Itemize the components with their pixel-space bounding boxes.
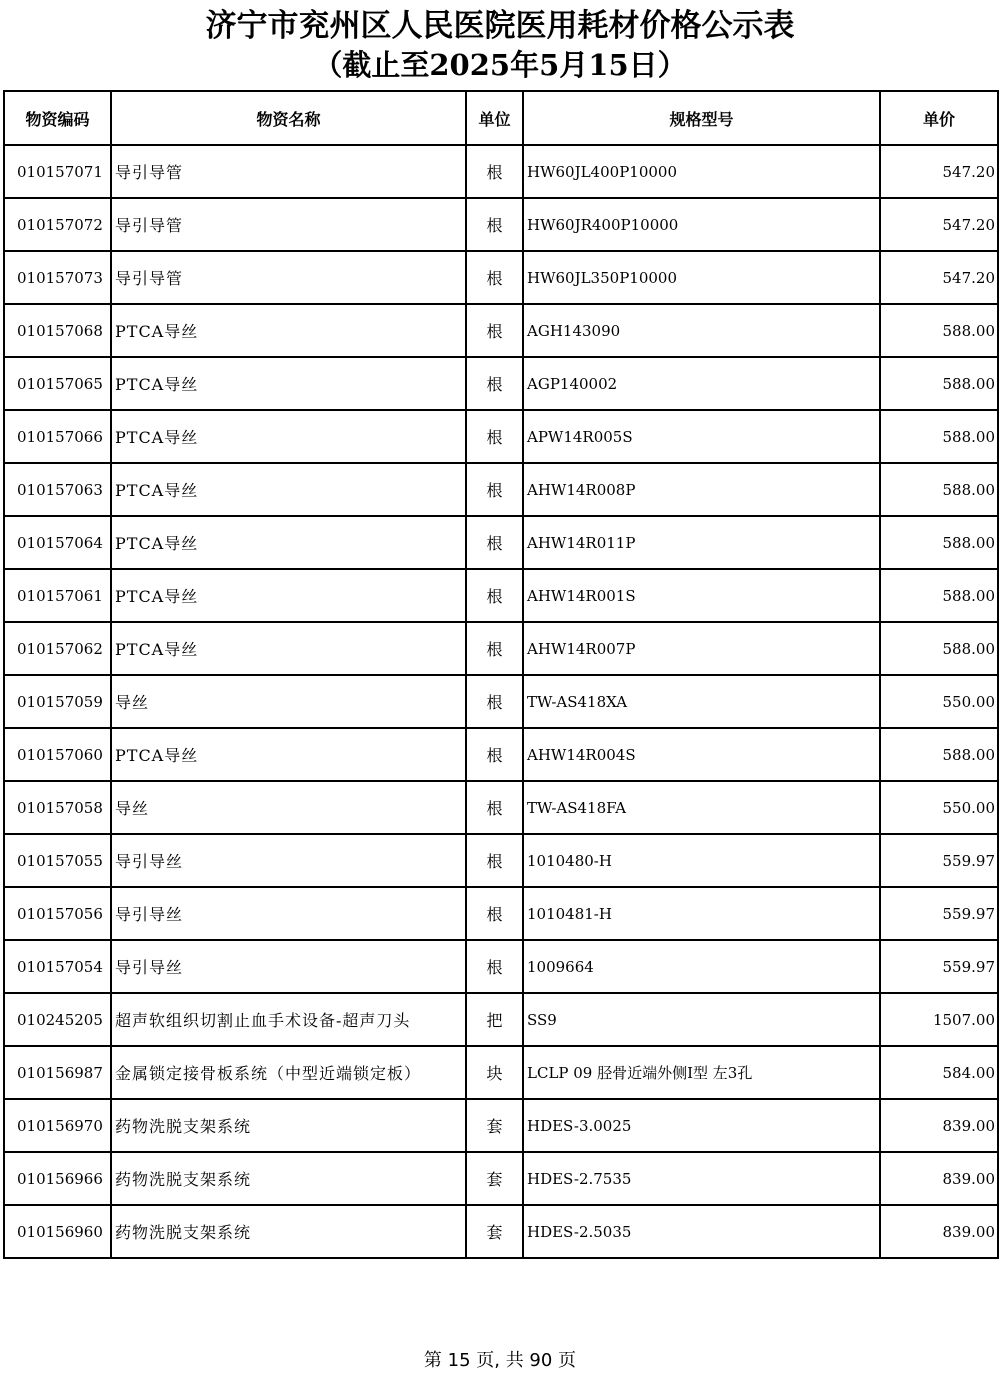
cell-name: 导引导管 (111, 198, 466, 251)
cell-spec: AHW14R011P (523, 516, 880, 569)
cell-spec: LCLP 09 胫骨近端外侧Ⅰ型 左3孔 (523, 1046, 880, 1099)
header-price: 单价 (880, 91, 998, 145)
header-unit: 单位 (466, 91, 523, 145)
cell-spec: 1009664 (523, 940, 880, 993)
cell-unit: 根 (466, 145, 523, 198)
cell-code: 010156966 (4, 1152, 111, 1205)
cell-name: PTCA导丝 (111, 569, 466, 622)
cell-spec: SS9 (523, 993, 880, 1046)
cell-spec: HDES-2.7535 (523, 1152, 880, 1205)
table-body (4, 145, 998, 1258)
cell-spec: AHW14R007P (523, 622, 880, 675)
table-row (4, 145, 998, 198)
table-row (4, 251, 998, 304)
cell-price: 588.00 (880, 410, 998, 463)
cell-code: 010157061 (4, 569, 111, 622)
cell-code: 010157060 (4, 728, 111, 781)
cell-name: PTCA导丝 (111, 304, 466, 357)
cell-code: 010157055 (4, 834, 111, 887)
cell-unit: 根 (466, 251, 523, 304)
cell-code: 010157063 (4, 463, 111, 516)
cell-spec: APW14R005S (523, 410, 880, 463)
cell-name: PTCA导丝 (111, 463, 466, 516)
cell-code: 010156960 (4, 1205, 111, 1258)
cell-unit: 套 (466, 1152, 523, 1205)
table-row (4, 675, 998, 728)
table-row (4, 569, 998, 622)
table-row (4, 834, 998, 887)
cell-name: 导引导丝 (111, 940, 466, 993)
cell-unit: 套 (466, 1099, 523, 1152)
cell-spec: AGP140002 (523, 357, 880, 410)
table-row (4, 781, 998, 834)
cell-name: 药物洗脱支架系统 (111, 1205, 466, 1258)
cell-unit: 根 (466, 357, 523, 410)
cell-price: 584.00 (880, 1046, 998, 1099)
table-row (4, 357, 998, 410)
page-subtitle-date: （截止至2025年5月15日） (313, 48, 687, 82)
cell-spec: HDES-2.5035 (523, 1205, 880, 1258)
table-row (4, 940, 998, 993)
header-code: 物资编码 (4, 91, 111, 145)
cell-code: 010157066 (4, 410, 111, 463)
cell-code: 010157056 (4, 887, 111, 940)
cell-price: 588.00 (880, 728, 998, 781)
cell-name: 导丝 (111, 781, 466, 834)
cell-spec: AHW14R008P (523, 463, 880, 516)
cell-code: 010157058 (4, 781, 111, 834)
cell-price: 588.00 (880, 357, 998, 410)
cell-name: 药物洗脱支架系统 (111, 1099, 466, 1152)
cell-price: 547.20 (880, 251, 998, 304)
cell-code: 010157073 (4, 251, 111, 304)
cell-spec: 1010481-H (523, 887, 880, 940)
price-table (3, 90, 999, 1259)
cell-code: 010157054 (4, 940, 111, 993)
table-row (4, 1205, 998, 1258)
cell-unit: 根 (466, 728, 523, 781)
page-title: 济宁市兖州区人民医院医用耗材价格公示表 (205, 8, 795, 44)
cell-unit: 根 (466, 834, 523, 887)
cell-unit: 根 (466, 463, 523, 516)
cell-price: 547.20 (880, 198, 998, 251)
cell-unit: 根 (466, 516, 523, 569)
cell-code: 010157062 (4, 622, 111, 675)
cell-name: 导丝 (111, 675, 466, 728)
cell-name: PTCA导丝 (111, 516, 466, 569)
cell-price: 1507.00 (880, 993, 998, 1046)
cell-name: 导引导丝 (111, 834, 466, 887)
table-row (4, 410, 998, 463)
cell-unit: 根 (466, 304, 523, 357)
cell-price: 588.00 (880, 516, 998, 569)
cell-spec: AHW14R001S (523, 569, 880, 622)
cell-price: 588.00 (880, 304, 998, 357)
cell-price: 588.00 (880, 622, 998, 675)
cell-price: 588.00 (880, 569, 998, 622)
cell-code: 010245205 (4, 993, 111, 1046)
cell-unit: 块 (466, 1046, 523, 1099)
cell-unit: 根 (466, 622, 523, 675)
cell-unit: 套 (466, 1205, 523, 1258)
cell-name: PTCA导丝 (111, 728, 466, 781)
cell-code: 010157071 (4, 145, 111, 198)
table-row (4, 198, 998, 251)
cell-unit: 根 (466, 940, 523, 993)
table-row (4, 1046, 998, 1099)
cell-unit: 把 (466, 993, 523, 1046)
page-number: 第 15 页, 共 90 页 (423, 1350, 577, 1371)
cell-unit: 根 (466, 410, 523, 463)
cell-name: 导引导丝 (111, 887, 466, 940)
cell-unit: 根 (466, 781, 523, 834)
cell-name: PTCA导丝 (111, 357, 466, 410)
cell-spec: HW60JL350P10000 (523, 251, 880, 304)
cell-price: 559.97 (880, 887, 998, 940)
cell-code: 010156987 (4, 1046, 111, 1099)
cell-name: 超声软组织切割止血手术设备-超声刀头 (111, 993, 466, 1046)
table-header-row (4, 91, 998, 145)
cell-spec: 1010480-H (523, 834, 880, 887)
table-row (4, 993, 998, 1046)
cell-price: 839.00 (880, 1152, 998, 1205)
cell-name: 导引导管 (111, 251, 466, 304)
cell-price: 547.20 (880, 145, 998, 198)
cell-price: 559.97 (880, 940, 998, 993)
cell-unit: 根 (466, 675, 523, 728)
table-row (4, 1099, 998, 1152)
header-name: 物资名称 (111, 91, 466, 145)
cell-unit: 根 (466, 887, 523, 940)
cell-spec: HW60JL400P10000 (523, 145, 880, 198)
cell-code: 010157059 (4, 675, 111, 728)
cell-price: 588.00 (880, 463, 998, 516)
cell-code: 010157064 (4, 516, 111, 569)
table-row (4, 516, 998, 569)
header-spec: 规格型号 (523, 91, 880, 145)
cell-code: 010156970 (4, 1099, 111, 1152)
cell-spec: HDES-3.0025 (523, 1099, 880, 1152)
cell-code: 010157065 (4, 357, 111, 410)
cell-name: PTCA导丝 (111, 410, 466, 463)
table-row (4, 1152, 998, 1205)
cell-name: 金属锁定接骨板系统（中型近端锁定板） (111, 1046, 466, 1099)
table-row (4, 463, 998, 516)
cell-spec: HW60JR400P10000 (523, 198, 880, 251)
cell-price: 839.00 (880, 1099, 998, 1152)
cell-unit: 根 (466, 569, 523, 622)
table-row (4, 887, 998, 940)
cell-spec: AHW14R004S (523, 728, 880, 781)
table-row (4, 622, 998, 675)
cell-price: 550.00 (880, 781, 998, 834)
cell-price: 559.97 (880, 834, 998, 887)
cell-spec: AGH143090 (523, 304, 880, 357)
cell-name: 导引导管 (111, 145, 466, 198)
cell-spec: TW-AS418FA (523, 781, 880, 834)
cell-price: 550.00 (880, 675, 998, 728)
cell-name: 药物洗脱支架系统 (111, 1152, 466, 1205)
cell-code: 010157068 (4, 304, 111, 357)
table-row (4, 304, 998, 357)
cell-price: 839.00 (880, 1205, 998, 1258)
table-row (4, 728, 998, 781)
cell-spec: TW-AS418XA (523, 675, 880, 728)
cell-unit: 根 (466, 198, 523, 251)
cell-code: 010157072 (4, 198, 111, 251)
cell-name: PTCA导丝 (111, 622, 466, 675)
